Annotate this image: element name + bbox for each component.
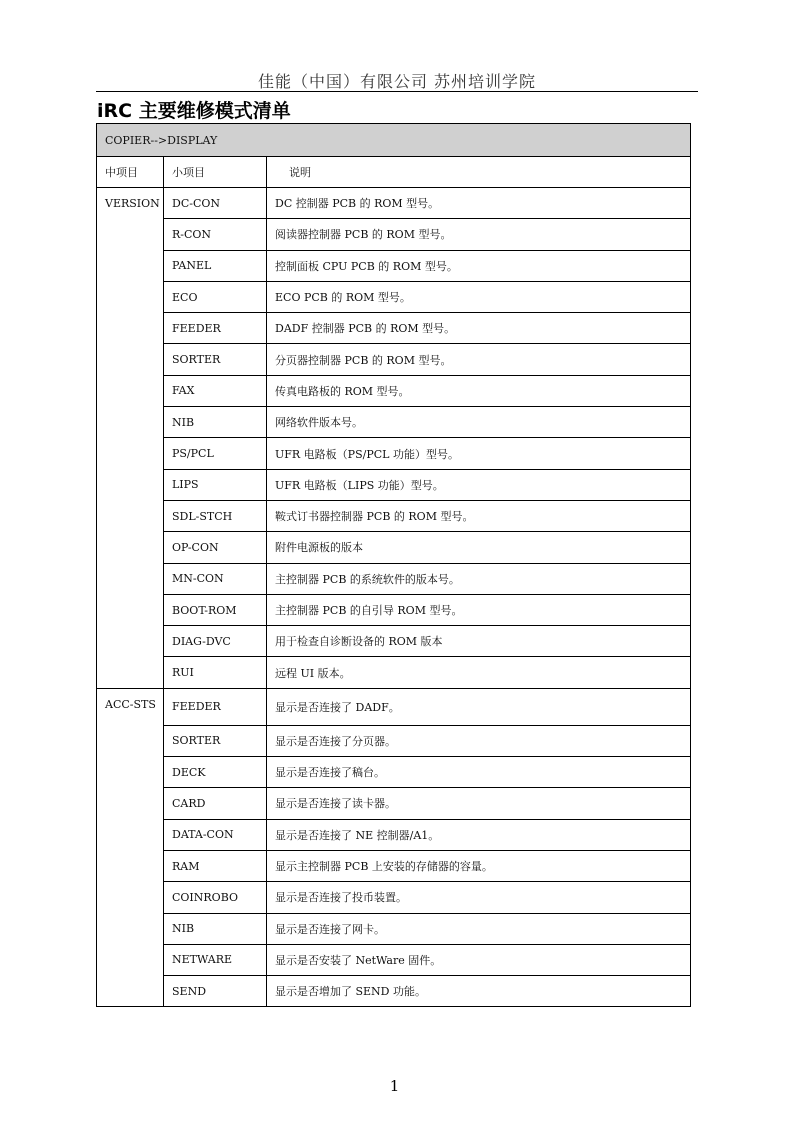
description-cell: DC 控制器 PCB 的 ROM 型号。 [267,188,691,219]
description-cell: ECO PCB 的 ROM 型号。 [267,281,691,312]
sub-item-cell: BOOT-ROM [164,594,267,625]
page-header: 佳能（中国）有限公司 苏州培训学院 [257,72,537,91]
sub-item-cell: MN-CON [164,563,267,594]
sub-item-cell: PANEL [164,250,267,281]
sub-item-cell: CARD [164,788,267,819]
table-row [97,469,691,500]
sub-item-cell: ECO [164,281,267,312]
page-number: 1 [389,1077,400,1095]
table-row [97,563,691,594]
table-row [97,188,691,219]
sub-item-cell: NETWARE [164,944,267,975]
sub-item-cell: OP-CON [164,532,267,563]
description-cell: 显示是否连接了分页器。 [267,725,691,756]
table-row [97,657,691,688]
sub-item-cell: FAX [164,375,267,406]
sub-item-cell: PS/PCL [164,438,267,469]
table-row [97,313,691,344]
sub-item-cell: DIAG-DVC [164,626,267,657]
sub-item-cell: SORTER [164,725,267,756]
description-cell: 显示是否连接了 DADF。 [267,688,691,725]
sub-item-cell: SORTER [164,344,267,375]
table-row [97,976,691,1007]
description-cell: 显示主控制器 PCB 上安装的存储器的容量。 [267,850,691,881]
table-row [97,944,691,975]
table-row [97,532,691,563]
table-row [97,407,691,438]
table-row [97,219,691,250]
table-row [97,882,691,913]
column-header-middle-item: 中项目 [97,157,164,188]
table-row [97,913,691,944]
table-row [97,500,691,531]
description-cell: UFR 电路板（PS/PCL 功能）型号。 [267,438,691,469]
sub-item-cell: FEEDER [164,313,267,344]
column-header-sub-item: 小项目 [164,157,267,188]
description-cell: 阅读器控制器 PCB 的 ROM 型号。 [267,219,691,250]
sub-item-cell: NIB [164,913,267,944]
description-cell: 鞍式订书器控制器 PCB 的 ROM 型号。 [267,500,691,531]
group-label: ACC-STS [97,688,164,1007]
description-cell: DADF 控制器 PCB 的 ROM 型号。 [267,313,691,344]
sub-item-cell: DATA-CON [164,819,267,850]
description-cell: 显示是否连接了投币装置。 [267,882,691,913]
description-cell: 显示是否连接了网卡。 [267,913,691,944]
group-label: VERSION [97,188,164,689]
table-row [97,594,691,625]
sub-item-cell: SEND [164,976,267,1007]
description-cell: 分页器控制器 PCB 的 ROM 型号。 [267,344,691,375]
section-label: COPIER-->DISPLAY [97,124,691,157]
table-row [97,344,691,375]
sub-item-cell: NIB [164,407,267,438]
description-cell: 主控制器 PCB 的自引导 ROM 型号。 [267,594,691,625]
table-row [97,375,691,406]
table-body [97,124,691,1007]
sub-item-cell: FEEDER [164,688,267,725]
description-cell: 控制面板 CPU PCB 的 ROM 型号。 [267,250,691,281]
description-cell: 网络软件版本号。 [267,407,691,438]
description-cell: 远程 UI 版本。 [267,657,691,688]
sub-item-cell: DECK [164,757,267,788]
table-row [97,438,691,469]
description-cell: 传真电路板的 ROM 型号。 [267,375,691,406]
header-row [97,157,691,188]
description-cell: 显示是否连接了稿台。 [267,757,691,788]
sub-item-cell: RAM [164,850,267,881]
table-row [97,281,691,312]
sub-item-cell: DC-CON [164,188,267,219]
table-row [97,757,691,788]
table-row [97,819,691,850]
column-header-description: 说明 [267,157,691,188]
table-row [97,788,691,819]
sub-item-cell: SDL-STCH [164,500,267,531]
table-row [97,626,691,657]
description-cell: UFR 电路板（LIPS 功能）型号。 [267,469,691,500]
description-cell: 用于检查自诊断设备的 ROM 版本 [267,626,691,657]
sub-item-cell: COINROBO [164,882,267,913]
table-row [97,725,691,756]
description-cell: 显示是否连接了读卡器。 [267,788,691,819]
description-cell: 显示是否增加了 SEND 功能。 [267,976,691,1007]
table-row [97,688,691,725]
description-cell: 附件电源板的版本 [267,532,691,563]
sub-item-cell: R-CON [164,219,267,250]
header-rule [96,91,698,92]
sub-item-cell: LIPS [164,469,267,500]
table-row [97,850,691,881]
description-cell: 显示是否连接了 NE 控制器/A1。 [267,819,691,850]
section-row [97,124,691,157]
sub-item-cell: RUI [164,657,267,688]
service-mode-table [96,123,691,1007]
document-title: iRC 主要维修模式清单 [97,100,291,122]
description-cell: 主控制器 PCB 的系统软件的版本号。 [267,563,691,594]
description-cell: 显示是否安装了 NetWare 固件。 [267,944,691,975]
table-row [97,250,691,281]
